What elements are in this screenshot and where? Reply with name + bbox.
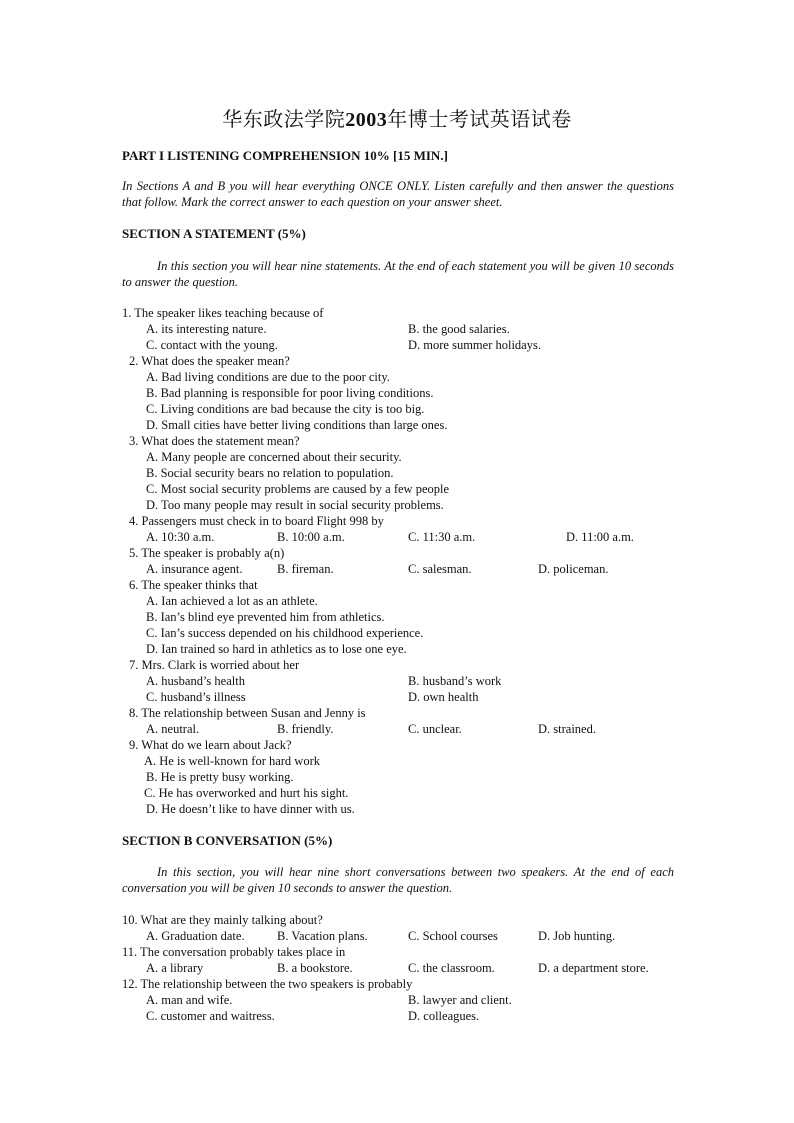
option-d: D. colleagues. [408,1009,480,1023]
option-b: B. 10:00 a.m. [277,530,345,544]
question-stem: 6. The speaker thinks that [129,578,258,592]
option-b: B. friendly. [277,722,334,736]
option-a: A. husband’s health [146,674,245,688]
option-c: C. 11:30 a.m. [408,530,476,544]
part1-instructions: In Sections A and B you will hear everything ONCE ONLY. Listen carefully and then answer the questions that follow. Mark the correct answer to each question on your answer sheet. [122,179,674,209]
option-d: D. own health [408,690,479,704]
option-b: B. the good salaries. [408,322,510,336]
option-c: C. the classroom. [408,961,495,975]
option-b: B. husband’s work [408,674,502,688]
section-b-heading: SECTION B CONVERSATION (5%) [122,833,333,848]
option-a: A. Graduation date. [146,929,245,943]
question-stem: 10. What are they mainly talking about? [122,913,323,927]
section-a-instructions: In this section you will hear nine statements. At the end of each statement you will be given 10 seconds to answer the question. [122,259,674,289]
question-stem: 5. The speaker is probably a(n) [129,546,285,560]
option-a: A. Many people are concerned about their security. [146,450,402,464]
option-d: D. more summer holidays. [408,338,541,352]
option-d: D. strained. [538,722,596,736]
option-c: C. customer and waitress. [146,1009,275,1023]
option-d: D. 11:00 a.m. [566,530,634,544]
part1-heading: PART I LISTENING COMPREHENSION 10% [15 MIN.] [122,148,448,163]
option-c: C. Ian’s success depended on his childhood experience. [146,626,424,640]
question-stem: 3. What does the statement mean? [129,434,300,448]
option-d: D. Ian trained so hard in athletics as to lose one eye. [146,642,407,656]
question-stem: 9. What do we learn about Jack? [129,738,292,752]
option-b: B. He is pretty busy working. [146,770,294,784]
option-b: B. Bad planning is responsible for poor living conditions. [146,386,434,400]
option-a: A. a library [146,961,204,975]
title-year: 2003 [345,109,388,131]
option-a: A. Ian achieved a lot as an athlete. [146,594,318,608]
section-b-instructions: In this section, you will hear nine short conversations between two speakers. At the end of each conversation you will be given 10 seconds to answer the question. [122,865,674,895]
option-c: C. salesman. [408,562,472,576]
option-b: B. Vacation plans. [277,929,368,943]
option-c: C. contact with the young. [146,338,278,352]
option-d: D. Too many people may result in social security problems. [146,498,444,512]
option-b: B. lawyer and client. [408,993,512,1007]
option-a: A. man and wife. [146,993,233,1007]
option-b: B. Ian’s blind eye prevented him from athletics. [146,610,385,624]
option-a: A. 10:30 a.m. [146,530,215,544]
option-a: A. He is well-known for hard work [144,754,321,768]
option-c: C. Living conditions are bad because the city is too big. [146,402,425,416]
option-c: C. He has overworked and hurt his sight. [144,786,349,800]
option-c: C. Most social security problems are caused by a few people [146,482,450,496]
question-stem: 8. The relationship between Susan and Jenny is [129,706,366,720]
option-c: C. School courses [408,929,498,943]
question-stem: 11. The conversation probably takes place in [122,945,346,959]
question-stem: 12. The relationship between the two speakers is probably [122,977,413,991]
section-a-heading: SECTION A STATEMENT (5%) [122,226,306,241]
option-d: D. Small cities have better living conditions than large ones. [146,418,448,432]
option-a: A. insurance agent. [146,562,243,576]
option-c: C. husband’s illness [146,690,246,704]
option-a: A. neutral. [146,722,200,736]
page-title [0,103,794,132]
option-b: B. fireman. [277,562,334,576]
title-cn-prefix: 华东政法学院 [222,107,346,131]
option-c: C. unclear. [408,722,462,736]
title-cn-suffix: 年博士考试英语试卷 [387,107,572,131]
question-stem: 1. The speaker likes teaching because of [122,306,324,320]
option-d: D. Job hunting. [538,929,616,943]
question-stem: 4. Passengers must check in to board Flight 998 by [129,514,384,528]
option-d: D. He doesn’t like to have dinner with us. [146,802,355,816]
option-a: A. its interesting nature. [146,322,267,336]
question-stem: 2. What does the speaker mean? [129,354,290,368]
option-a: A. Bad living conditions are due to the poor city. [146,370,390,384]
option-b: B. Social security bears no relation to population. [146,466,394,480]
option-d: D. a department store. [538,961,649,975]
option-b: B. a bookstore. [277,961,353,975]
question-stem: 7. Mrs. Clark is worried about her [129,658,300,672]
option-d: D. policeman. [538,562,609,576]
